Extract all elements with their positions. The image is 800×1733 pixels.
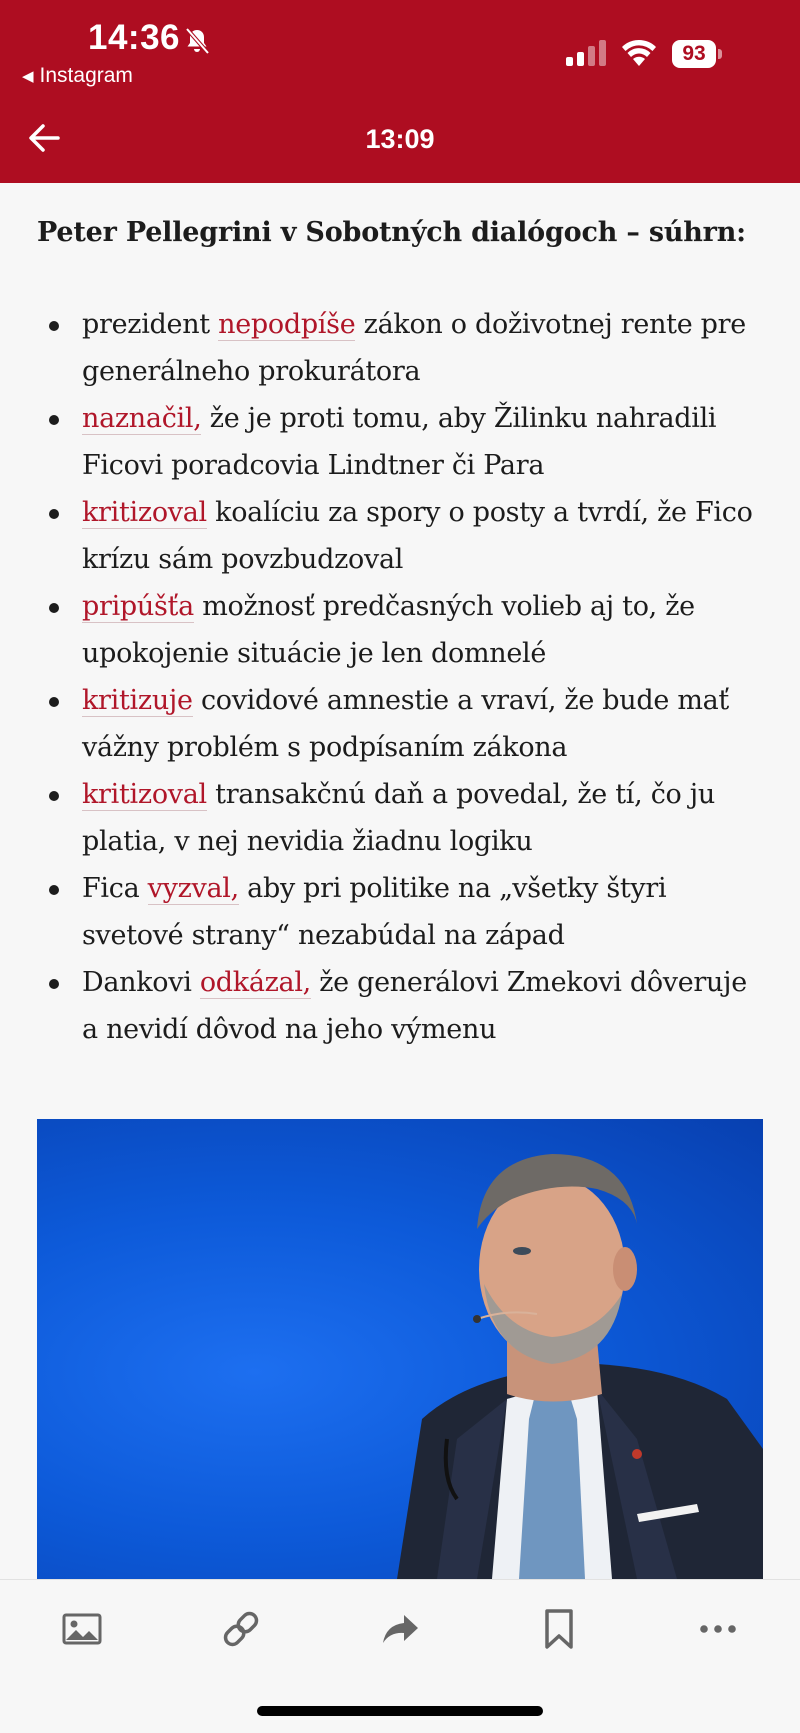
article-photo[interactable] [37,1119,763,1579]
inline-link[interactable]: kritizoval [82,497,207,528]
image-icon[interactable] [60,1607,104,1651]
inline-link[interactable]: kritizoval [82,779,207,810]
article-content [37,215,763,1053]
bookmark-icon[interactable] [537,1607,581,1651]
wifi-icon [619,38,659,68]
list-item: naznačil, že je proti tomu, aby Žilinku nahradili Ficovi poradcovia Lindtner či Para [37,395,763,489]
inline-link[interactable]: odkázal, [199,967,311,998]
inline-link[interactable]: naznačil, [82,403,202,434]
back-triangle-icon: ◀ [22,68,34,85]
summary-list [37,301,763,1053]
list-item: prezident nepodpíše zákon o doživotnej rente pre generálneho prokurátora [37,301,763,395]
inline-link[interactable]: pripúšťa [82,591,194,622]
portrait-illustration [37,1119,763,1579]
cellular-signal-icon [566,40,606,66]
list-item: Fica vyzval, aby pri politike na „všetky štyri svetové strany“ nezabúdal na západ [37,865,763,959]
status-time: 14:36 [88,18,181,57]
article-heading: Peter Pellegrini v Sobotných dialógoch – súhrn: [37,217,746,248]
battery-level: 93 [672,40,716,68]
battery-icon [672,40,722,68]
home-indicator[interactable] [257,1706,543,1716]
nav-title: 13:09 [365,124,435,154]
inline-link[interactable]: nepodpíše [218,309,356,340]
list-item: kritizuje covidové amnestie a vraví, že bude mať vážny problém s podpísaním zákona [37,677,763,771]
list-item: pripúšťa možnosť predčasných volieb aj to, že upokojenie situácie je len domnelé [37,583,763,677]
app-header [0,0,800,183]
back-app-label: Instagram [39,64,133,87]
list-item: kritizoval transakčnú daň a povedal, že tí, čo ju platia, v nej nevidia žiadnu logiku [37,771,763,865]
list-item: kritizoval koalíciu za spory o posty a tvrdí, že Fico krízu sám povzbudzoval [37,489,763,583]
link-icon[interactable] [219,1607,263,1651]
share-icon[interactable] [378,1607,422,1651]
more-icon[interactable] [696,1607,740,1651]
inline-link[interactable]: vyzval, [147,873,239,904]
inline-link[interactable]: kritizuje [82,685,193,716]
bell-muted-icon [182,26,212,56]
list-item: Dankovi odkázal, že generálovi Zmekovi dôveruje a nevidí dôvod na jeho výmenu [37,959,763,1053]
back-to-app-link[interactable] [22,64,133,88]
